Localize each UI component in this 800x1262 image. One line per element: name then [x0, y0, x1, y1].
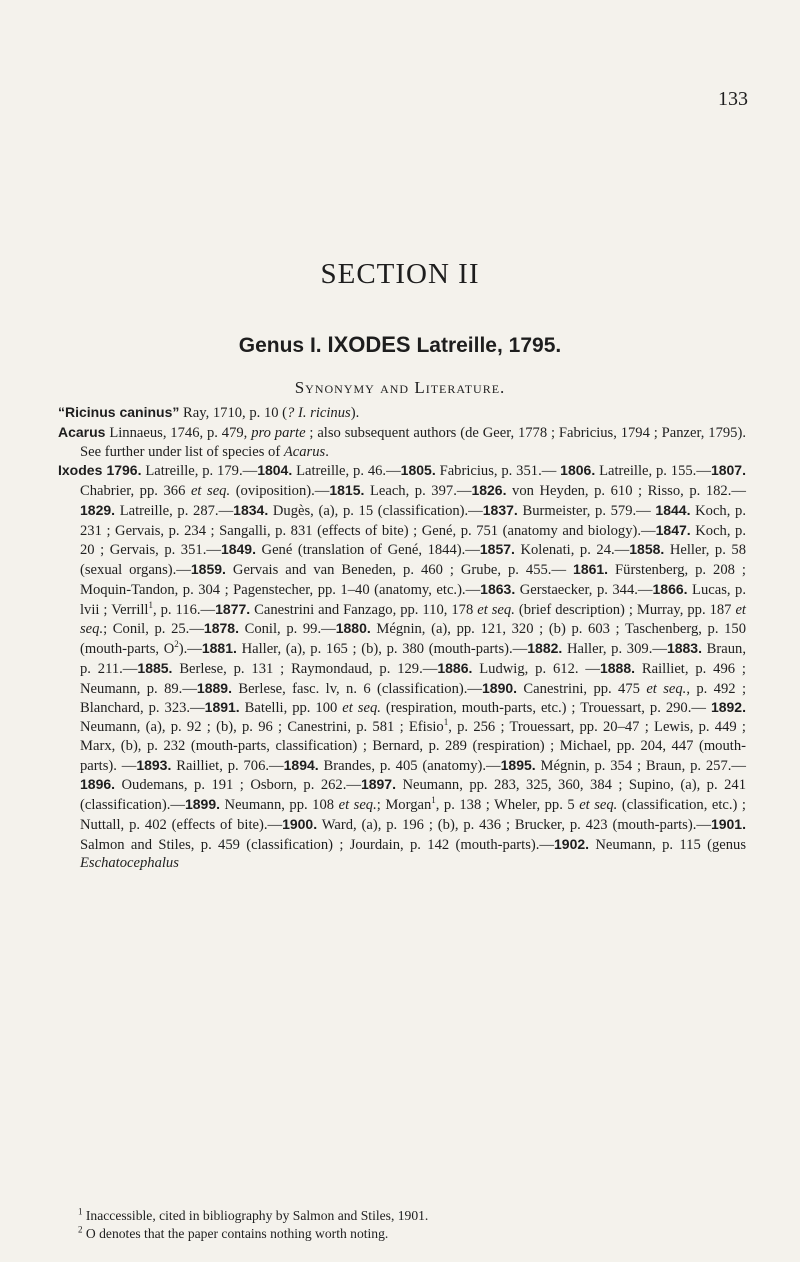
synonymy-heading: Synonymy and Literature. — [294, 378, 506, 397]
entry-ricinus: “Ricinus caninus” Ray, 1710, p. 10 (? I. ricinus). — [58, 404, 360, 421]
footnotes — [78, 1207, 746, 1243]
genus-author: Latreille, 1795. — [416, 334, 562, 357]
genus-name: IXODES — [327, 332, 411, 357]
footnote-1: $^1$ Inaccessible, cited in bibliography by Salmon and Stiles, 1901. — [78, 1206, 429, 1223]
entry-acarus: Acarus Linnaeus, 1746, p. 479, pro parte ; also subsequent authors (de Geer, 1778 ; Fabricius, 1794 ; Panzer, 1795). See further under list of species of Acarus. — [58, 423, 746, 460]
section-title: SECTION II — [320, 258, 480, 290]
footnote-2: $^2$ O denotes that the paper contains nothing worth noting. — [78, 1224, 389, 1241]
genus-prefix: Genus I. — [238, 334, 322, 357]
page-number: 133 — [718, 88, 748, 110]
synonymy-text — [58, 403, 746, 873]
genus-heading — [0, 332, 800, 358]
entry-ixodes: Ixodes 1796. Latreille, p. 179.—1804. Latreille, p. 46.—1805. Fabricius, p. 351.— 1806. Latreille, p. 155.—1807. Chabrier, pp. 366 et seq. (oviposition).—1815. Leach, p. 397.—1826. von Heyden, p. 610 ; Risso, p. 182.—1829. Latreille, p. 287.—1834. Dugès, (a), p. 15 (classification).—1837. Burmeister, p. 579.— 1844. Koch, p. 231 ; Gervais, p. 234 ; Sangalli, p. 831 (effects of bite) ; Gené, p. 751 (anatomy and biology).—1847. Koch, p. 20 ; Gervais, p. 351.—1849. Gené (translation of Gené, 1844).—1857. Kolenati, p. 24.—1858. Heller, p. 58 (sexual organs).—1859. Gervais and van Beneden, p. 460 ; Grube, p. 455.— 1861. Fürstenberg, p. 208 ; Moquin-Tandon, p. 304 ; Pagenstecher, pp. 1–40 (anatomy, etc.).—1863. Gerstaecker, p. 344.—1866. Lucas, p. lvii ; Verrill$^1$, p. 116.—1877. Canestrini and Fanzago, pp. 110, 178 et seq. (brief description) ; Murray, pp. 187 et seq.; Conil, p. 25.—1878. Conil, p. 99.—1880. Mégnin, (a), pp. 121, 320 ; (b) p. 603 ; Taschenberg, p. 150 (mouth-parts, $O^2).—1881$. Haller, (a), p. 165 ; (b), p. 380 (mouth-parts).—1882. Haller, p. 309.—1883. Braun, p. 211.—1885. Berlese, p. 131 ; Raymondaud, p. 129.—1886. Ludwig, p. 612. —1888. Railliet, p. 496 ; Neumann, p. 89.—1889. Berlese, fasc. lv, n. 6 (classification).—1890. Canestrini, pp. 475 et seq., p. 492 ; Blanchard, p. 323.—1891. Batelli, pp. 100 et seq. (respiration, mouth-parts, etc.) ; Trouessart, p. 290.— 1892. Neumann, (a), p. 92 ; (b), p. 96 ; Canestrini, p. 581 ; Efisio$^1$, p. 256 ; Trouessart, pp. 20–47 ; Lewis, p. 449 ; Marx, (b), p. 232 (mouth-parts, classification) ; Bernard, p. 289 (respiration) ; Michael, pp. 204, 447 (mouth-parts). —1893. Railliet, p. 706.—1894. Brandes, p. 405 (anatomy).—1895. Mégnin, p. 354 ; Braun, p. 257.—1896. Oudemans, p. 191 ; Osborn, p. 262.—1897. Neumann, pp. 283, 325, 360, 384 ; Supino, (a), p. 241 (classification).—1899. Neumann, pp. 108 et seq.; Morgan$^1$, p. 138 ; Wheler, pp. 5 et seq. (classification, etc.) ; Nuttall, p. 402 (effects of bite).—1900. Ward, (a), p. 196 ; (b), p. 436 ; Brucker, p. 423 (mouth-parts).—1901. Salmon and Stiles, p. 459 (classification) ; Jourdain, p. 142 (mouth-parts).—1902. Neumann, p. 115 (genus Eschatocephalus — [58, 462, 746, 872]
